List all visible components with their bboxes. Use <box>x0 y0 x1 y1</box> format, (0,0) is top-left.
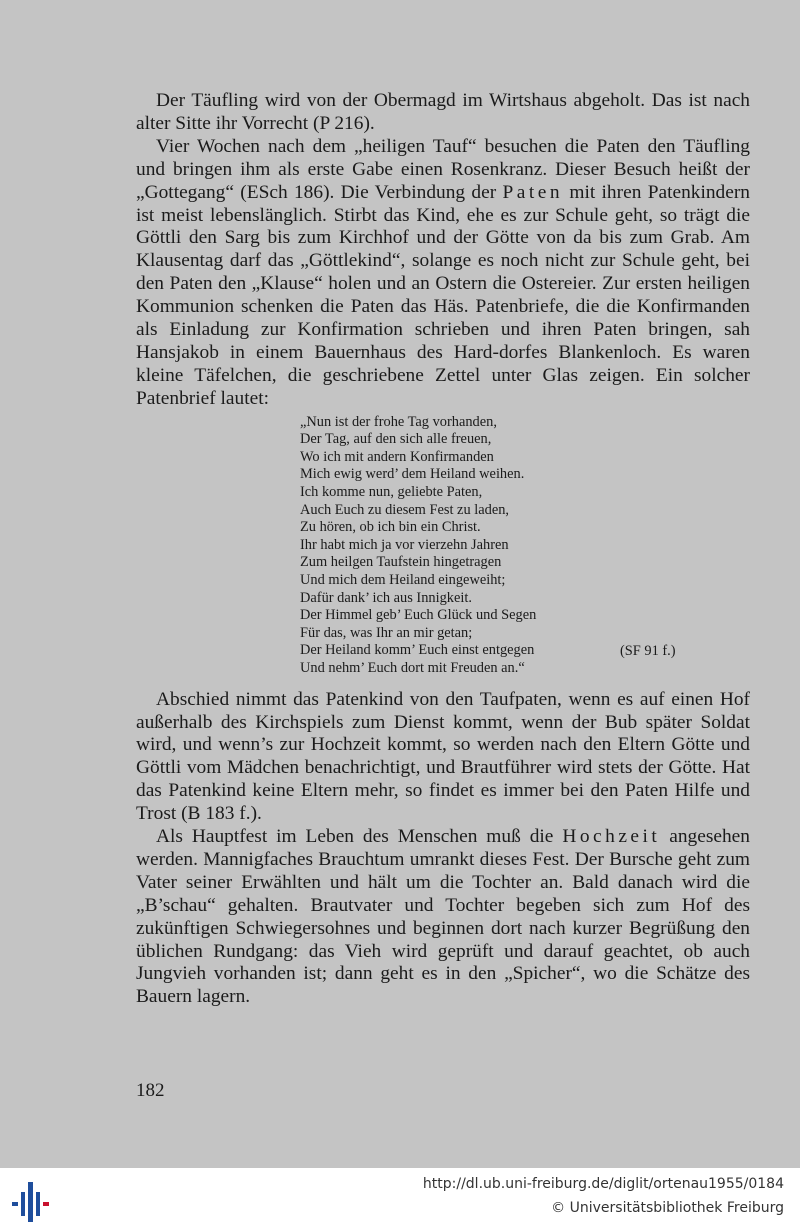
footer-bar <box>0 1168 800 1226</box>
verse-line: Der Heiland komm’ Euch einst entgegen <box>300 642 535 659</box>
paragraph-2-start: Vier Wochen nach dem „heiligen Tauf“ besuchen die Paten den Täufling und bringen ihm als erste Gabe einen Rosenkranz. Dieser Besuch heißt der „Gottegang“ (ESch 186). Die Verbindung der <box>136 135 750 203</box>
verse-line: Wo ich mit andern Konfirmanden <box>300 448 494 465</box>
verse-line: Dafür dank’ ich aus Innigkeit. <box>300 589 472 606</box>
paragraph-4-start: Als Hauptfest im Leben des Menschen muß die <box>156 826 563 848</box>
verse-line: Zu hören, ob ich bin ein Christ. <box>300 519 481 536</box>
ub-freiburg-logo-icon <box>10 1178 50 1222</box>
verse-line: Ihr habt mich ja vor vierzehn Jahren <box>300 536 509 553</box>
paragraph-2-end: mit ihren Patenkindern ist meist lebenslänglich. Stirbt das Kind, ehe es zur Schule geht, so trägt die Göttli den Sarg bis zum Kirchhof und der Götte von da bis zum Grab. Am Klausentag darf das „Göttlekind“, solange es noch nicht zur Schule geht, bei den Paten den „Klause“ holen und an Ostern die Ostereier. Zur ersten heiligen Kommunion schenken die Paten das Häs. Patenbriefe, die die Konfirmanden als Einladung zur Konfirmation schrieben und ihren Paten bringen, sah Hansjakob in einem Bauernhaus des Hard-dorfes Blankenloch. Es waren kleine Täfelchen, die geschriebene Zettel unter Glas zeigen. Ein solcher Patenbrief lautet: <box>136 181 751 409</box>
paragraph-3: Abschied nimmt das Patenkind von den Taufpaten, wenn es auf einen Hof außerhalb des Kirchspiels zum Dienst kommt, wenn der Bub später Soldat wird, und wenn’s zur Hochzeit kommt, so werden nach den Eltern Götte und Göttli vom Mädchen benachrichtigt, und Brautführer wird stets der Götte. Hat das Patenkind keine Eltern mehr, so findet es immer bei den Paten Hilfe und Trost (B 183 f.). <box>136 688 750 825</box>
verse-line: Und nehm’ Euch dort mit Freuden an.“ <box>300 660 525 676</box>
verse-line: Und mich dem Heiland eingeweiht; <box>300 572 506 589</box>
footer-copyright: © Universitätsbibliothek Freiburg <box>551 1200 784 1216</box>
patenbrief-verse <box>300 414 750 678</box>
verse-line: Der Tag, auf den sich alle freuen, <box>300 431 492 448</box>
body-text <box>136 90 750 1009</box>
verse-line: Mich ewig werd’ dem Heiland weihen. <box>300 466 525 483</box>
footer-url-link[interactable]: http://dl.ub.uni-freiburg.de/diglit/ortenau1955/0184 <box>422 1176 784 1192</box>
emphasis-paten: Paten <box>502 181 564 203</box>
verse-line: „Nun ist der frohe Tag vorhanden, <box>300 413 497 430</box>
paragraph-1: Der Täufling wird von der Obermagd im Wirtshaus abgeholt. Das ist nach alter Sitte ihr Vorrecht (P 216). <box>136 90 750 134</box>
paragraph-4-end: angesehen werden. Mannigfaches Brauchtum umrankt dieses Fest. Der Bursche geht zum Vater seiner Erwählten und hält um die Tochter an. Bald danach wird die „B’schau“ gehalten. Brautvater und Tochter begeben sich zum Hof des zukünftigen Schwiegersohnes und beginnen dort nach kurzer Begrüßung den üblichen Rundgang: das Vieh wird geprüft und darauf geachtet, ob auch Jungvieh vorhanden ist; dann geht es in den „Spicher“, wo die Schätze des Bauern lagern. <box>136 826 750 1008</box>
emphasis-hochzeit: Hochzeit <box>562 826 661 848</box>
paragraph-2 <box>136 136 750 411</box>
verse-line: Für das, was Ihr an mir getan; <box>300 624 473 641</box>
verse-citation: (SF 91 f.) <box>620 642 676 659</box>
verse-line: Der Himmel geb’ Euch Glück und Segen <box>300 607 537 624</box>
verse-line: Auch Euch zu diesem Fest zu laden, <box>300 501 510 518</box>
verse-line: Zum heilgen Taufstein hingetragen <box>300 554 502 571</box>
verse-line: Ich komme nun, geliebte Paten, <box>300 484 483 501</box>
paragraph-4 <box>136 826 750 1009</box>
page-number: 182 <box>136 1080 165 1101</box>
